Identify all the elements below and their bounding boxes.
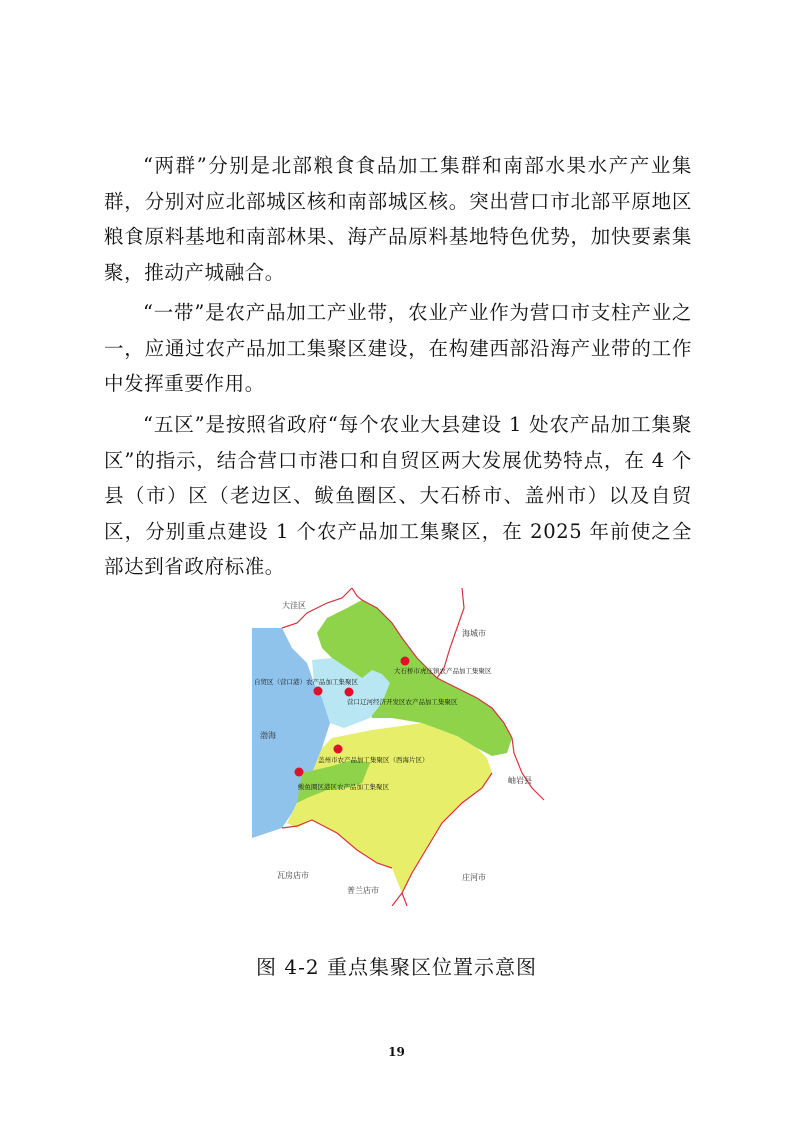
paragraph-five-zones: “五区”是按照省政府“每个农业大县建设 1 处农产品加工集聚区”的指示，结合营口市港口和自贸区两大发展优势特点，在 4 个县（市）区（老边区、鲅鱼圈区、大石桥市、盖州市）以及自贸区，分别重点建设 1 个农产品加工集聚区，在 2025 年前使之全部达到省政府标准。 — [104, 413, 692, 578]
label-xiuyan: 岫岩县 — [508, 776, 532, 785]
label-gaizhou-cluster: 盖州市农产品加工集聚区（西海片区） — [318, 756, 429, 764]
marker-bayuquan — [295, 768, 304, 777]
page-number: 19 — [388, 1045, 405, 1059]
marker-ziyoumaoyi — [314, 687, 323, 696]
marker-liaohe — [345, 688, 354, 697]
label-bohai: 渤海 — [260, 731, 276, 740]
label-haicheng: 海城市 — [462, 629, 486, 638]
marker-gaizhou — [334, 745, 343, 754]
label-dashiqiao-cluster: 大石桥市虎庄镇农产品加工集聚区 — [394, 667, 492, 675]
map-svg — [252, 588, 546, 906]
label-zhuanghe: 庄河市 — [462, 873, 486, 882]
marker-dashiqiao — [401, 657, 410, 666]
label-wafangdian: 瓦房店市 — [277, 871, 309, 880]
paragraph-two-clusters: “两群”分别是北部粮食食品加工集群和南部水果水产产业集群，分别对应北部城区核和南部城区核。突出营口市北部平原地区粮食原料基地和南部林果、海产品原料基地特色优势，加快要素集聚，推动产城融合。 — [104, 154, 692, 284]
county-border-north-east — [437, 588, 464, 678]
label-liaohe-cluster: 营口辽河经济开发区农产品加工集聚区 — [347, 698, 458, 706]
label-bayuquan-cluster: 鲅鱼圈区港区农产品加工集聚区 — [298, 783, 389, 791]
paragraph-one-belt: “一带”是农产品加工产业带，农业产业作为营口市支柱产业之一，应通过农产品加工集聚区建设，在构建西部沿海产业带的工作中发挥重要作用。 — [104, 301, 692, 395]
figure-caption: 图 4-2 重点集聚区位置示意图 — [256, 955, 537, 979]
label-dawa: 大洼区 — [282, 601, 306, 610]
label-pulandian: 普兰店市 — [347, 886, 379, 895]
county-border-south — [402, 893, 407, 906]
cluster-location-map — [252, 588, 546, 906]
label-ziyoumaoyi-cluster: 自贸区（营口港）农产品加工集聚区 — [254, 678, 358, 686]
